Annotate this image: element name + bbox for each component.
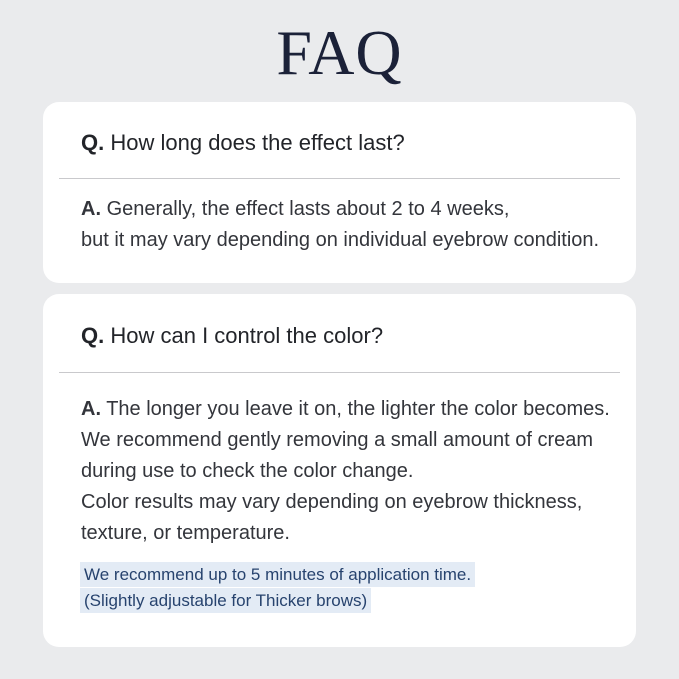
question-text: How can I control the color?	[110, 323, 384, 348]
answer-prefix: A.	[81, 198, 101, 220]
faq-question	[81, 322, 383, 350]
answer-line: texture, or temperature.	[81, 522, 290, 544]
answer-prefix: A.	[81, 398, 101, 420]
answer-line: Color results may vary depending on eyebrow thickness,	[81, 491, 583, 513]
faq-card-1	[43, 102, 636, 283]
answer-line: We recommend gently removing a small amount of cream	[81, 429, 594, 451]
note-line: We recommend up to 5 minutes of application time.	[80, 562, 475, 587]
answer-line	[81, 394, 610, 425]
application-time-note	[80, 562, 475, 614]
answer-line: during use to check the color change.	[81, 460, 414, 482]
question-text: How long does the effect last?	[110, 130, 405, 155]
question-prefix: Q.	[81, 130, 105, 155]
faq-card-2	[43, 294, 636, 647]
note-line: (Slightly adjustable for Thicker brows)	[80, 588, 371, 613]
answer-text: Generally, the effect lasts about 2 to 4 weeks,	[106, 198, 510, 220]
answer-line: but it may vary depending on individual eyebrow condition.	[81, 229, 600, 251]
divider	[59, 372, 620, 373]
divider	[59, 178, 620, 179]
answer-text: The longer you leave it on, the lighter the color becomes.	[106, 398, 610, 420]
faq-answer	[81, 394, 610, 549]
answer-line	[81, 194, 599, 225]
page-title: FAQ	[276, 17, 403, 88]
question-prefix: Q.	[81, 323, 105, 348]
faq-answer	[81, 194, 599, 256]
faq-question	[81, 129, 405, 157]
